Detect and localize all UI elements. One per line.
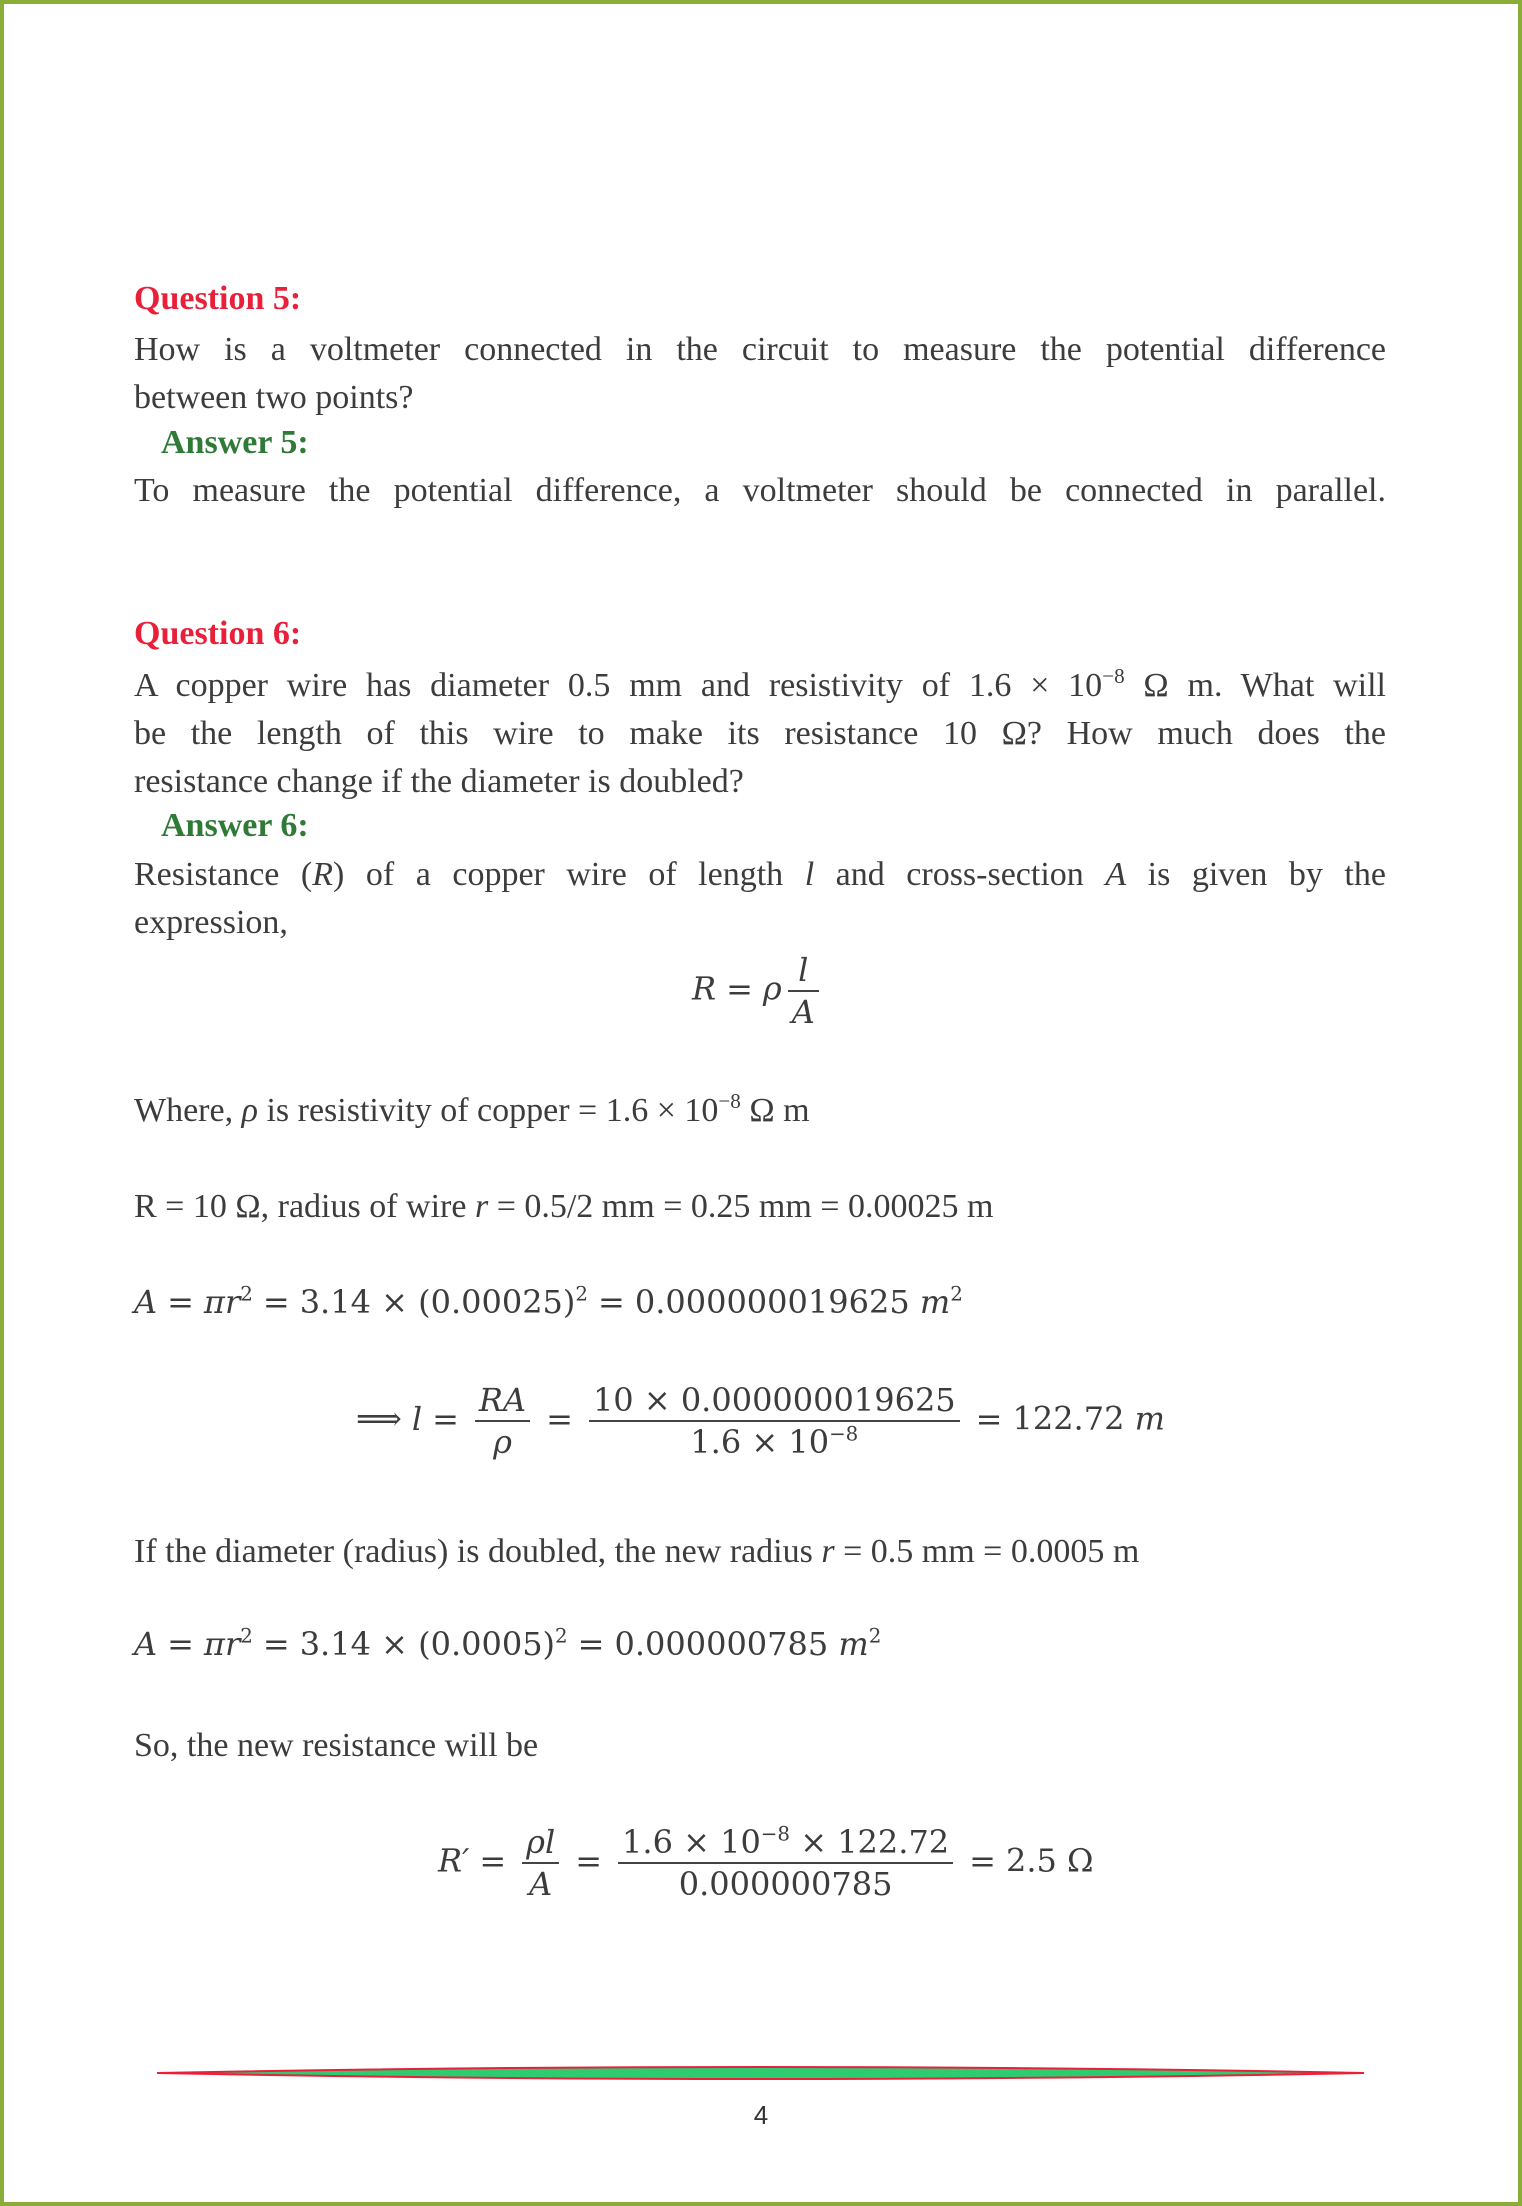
q6-line1-part1: A copper wire has diameter 0.5 mm and resistivity of 1.6 × 10 [134,667,1103,704]
numerator-tail: × 122.72 [790,1823,950,1861]
unit: m [838,1625,869,1663]
formula-resistance [692,950,825,1032]
where-part: Ω m [740,1092,810,1129]
equals-sign: = [262,1625,290,1663]
var-R: R [312,856,334,893]
exponent: 2 [555,1624,568,1648]
rho-symbol: ρ [241,1092,258,1129]
question-6-text-line-3: resistance change if the diameter is doubled? [134,763,744,800]
exponent: 2 [868,1624,882,1648]
equals-sign: = [598,1283,625,1321]
implies-arrow-icon: ⟹ [356,1399,402,1438]
answer-5-heading: Answer 5: [161,424,309,461]
unit: m [1134,1399,1165,1438]
exponent: −8 [829,1422,859,1446]
equals-sign: = [262,1283,290,1321]
var-A: A [134,1625,158,1663]
exponent: 2 [240,1624,253,1648]
area-value: 0.000000019625 [634,1283,910,1321]
equals-sign: = [432,1399,459,1438]
area-formula-2 [134,1625,881,1663]
footer-divider [157,2064,1364,2082]
question-5-heading: Question 5: [134,280,302,317]
equals-sign: = [479,1841,507,1880]
question-6-text-line-2: be the length of this wire to make its resistance 10 Ω? How much does the [134,715,1386,752]
equals-sign: = [546,1399,573,1438]
fraction-numeric [618,1822,953,1904]
given-part: R = 10 Ω, radius of wire [134,1188,475,1225]
answer-5-text: To measure the potential difference, a voltmeter should be connected in parallel. [134,472,1386,509]
resistance-result: 2.5 Ω [1005,1841,1094,1880]
intro-part: and cross-section [814,856,1106,893]
area-expression: 3.14 × (0.00025) [299,1283,576,1321]
exponent: 2 [575,1282,589,1306]
doubled-part: = 0.5 mm = 0.0005 m [834,1533,1140,1570]
exponent: 2 [950,1282,963,1306]
intro-part: Resistance ( [134,856,313,893]
equals-sign: = [975,1399,1003,1438]
exponent: −8 [718,1088,741,1113]
exponent: 2 [240,1282,253,1306]
question-5-text-line-2: between two points? [134,379,414,416]
area-formula-1 [134,1283,963,1321]
length-result: 122.72 [1012,1399,1125,1438]
fraction-denominator: A [791,993,815,1031]
var-R-prime: R′ [438,1841,470,1880]
fraction-denominator: A [529,1865,553,1903]
pi-r: πr [203,1625,241,1663]
equals-sign: = [167,1625,194,1663]
fraction-numerator: ρl [526,1823,556,1861]
var-r: r [821,1533,835,1570]
fraction-l-over-A [788,950,819,1032]
question-6-text-line-1 [134,662,1386,710]
fraction-rho-l-over-A [522,1822,559,1904]
equals-sign: = [577,1625,605,1663]
where-part: Where, [134,1092,242,1129]
fraction-numerator: RA [478,1381,527,1419]
equals-sign: = [167,1283,194,1321]
length-calculation [356,1380,1165,1462]
doubled-part: If the diameter (radius) is doubled, the new radius [134,1533,822,1570]
new-resistance-calculation [438,1822,1094,1904]
fraction-numerator: l [798,951,809,989]
fraction-numerator [618,1822,953,1862]
rho-symbol: ρ [762,969,782,1008]
area-value: 0.000000785 [614,1625,829,1663]
var-A: A [134,1283,158,1321]
doubled-diameter-line [134,1528,1386,1576]
where-part: is resistivity of copper = 1.6 × 10 [257,1092,719,1129]
q6-line1-exponent: −8 [1102,663,1125,688]
so-line: So, the new resistance will be [134,1727,539,1764]
answer-6-intro-line-2: expression, [134,904,288,941]
question-5-text-line-1: How is a voltmeter connected in the circuit to measure the potential difference [134,331,1386,368]
fraction-denominator [686,1422,862,1462]
exponent: −8 [760,1822,791,1846]
page-number: 4 [753,2100,769,2130]
where-line [134,1087,1386,1135]
area-expression: 3.14 × (0.0005) [299,1625,556,1663]
fraction-RA-over-rho [475,1380,530,1462]
numerator-base: 1.6 × 10 [622,1823,761,1861]
var-l: l [411,1399,423,1438]
given-line [134,1183,1386,1231]
equals-sign: = [726,969,753,1008]
fraction-numeric [589,1380,960,1462]
fraction-numerator: 10 × 0.000000019625 [592,1381,956,1419]
var-r: r [474,1188,489,1225]
answer-6-intro-line-1 [134,851,1386,899]
formula-lhs: R [692,969,717,1008]
unit: m [919,1283,951,1321]
var-l: l [804,856,815,893]
denominator-base: 1.6 × 10 [690,1423,830,1461]
pi-r: πr [203,1283,241,1321]
question-6-heading: Question 6: [134,615,302,652]
fraction-denominator: 0.000000785 [678,1865,893,1903]
fraction-denominator: ρ [493,1423,512,1461]
given-part: = 0.5/2 mm = 0.25 mm = 0.00025 m [488,1188,994,1225]
answer-6-heading: Answer 6: [161,807,309,844]
var-A: A [1105,856,1127,893]
equals-sign: = [969,1841,996,1880]
intro-part: is given by the [1126,856,1386,893]
q6-line1-part2: Ω m. What will [1124,667,1386,704]
intro-part: ) of a copper wire of length [333,856,805,893]
equals-sign: = [575,1841,603,1880]
